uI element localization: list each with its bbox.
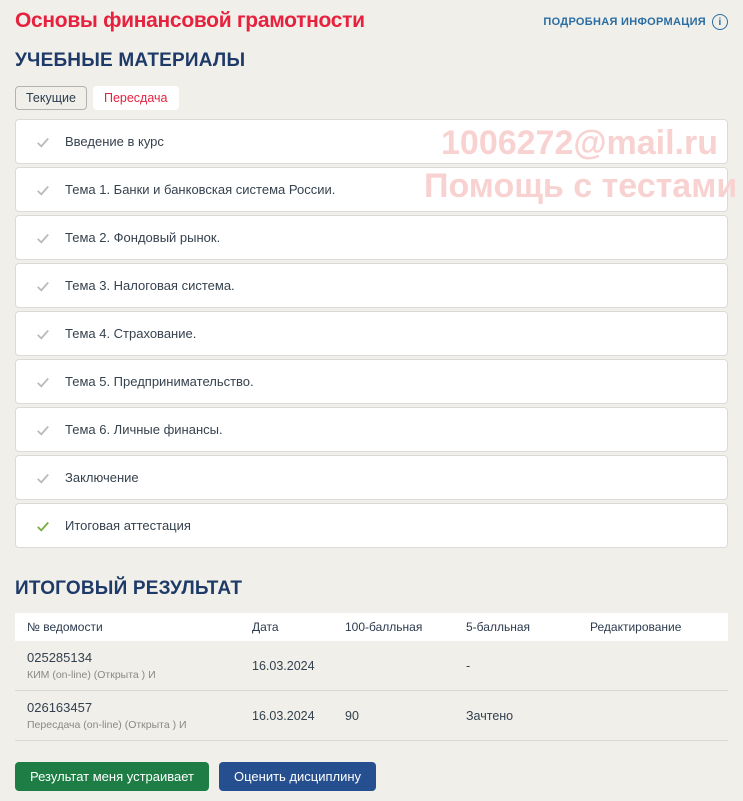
results-heading: ИТОГОВЫЙ РЕЗУЛЬТАТ [15,578,243,599]
materials-heading: УЧЕБНЫЕ МАТЕРИАЛЫ [15,50,246,71]
table-row [15,641,728,691]
topbar [15,0,728,33]
results-table-header [15,613,728,641]
actions [15,762,728,791]
watermark-email: 1006272@mail.ru [441,124,718,162]
info-icon[interactable]: i [712,14,728,30]
check-icon [36,327,50,341]
material-item-topic6[interactable] [15,407,728,452]
statement-number: 025285134 [27,650,93,665]
material-item-final-attestation[interactable] [15,503,728,548]
col-header-date: Дата [252,620,279,634]
result-accept-button[interactable]: Результат меня устраивает [15,762,209,791]
check-icon-green [36,519,50,533]
check-icon [36,471,50,485]
check-icon [36,423,50,437]
col-header-5-scale: 5-балльная [466,620,530,634]
col-header-100-scale: 100-балльная [345,620,423,634]
material-item-label: Тема 1. Банки и банковская система России. [65,182,336,197]
material-item-intro[interactable] [15,119,728,164]
material-item-topic4[interactable] [15,311,728,356]
material-item-topic2[interactable] [15,215,728,260]
material-item-topic5[interactable] [15,359,728,404]
check-icon [36,183,50,197]
date-cell: 16.03.2024 [252,708,315,723]
detailed-info-label: ПОДРОБНАЯ ИНФОРМАЦИЯ [543,16,706,28]
statement-type: КИМ (on-line) (Открыта ) И [27,669,156,681]
material-item-label: Тема 5. Предпринимательство. [65,374,254,389]
page-title: Основы финансовой грамотности [15,9,365,32]
tab-current[interactable]: Текущие [15,86,87,110]
date-cell: 16.03.2024 [252,658,315,673]
detailed-info-link[interactable] [543,14,728,30]
tab-retake[interactable]: Пересдача [93,86,179,110]
watermark-text: Помощь с тестами [424,167,738,205]
check-icon [36,231,50,245]
material-item-topic3[interactable] [15,263,728,308]
statement-type: Пересдача (on-line) (Открыта ) И [27,719,187,731]
material-item-topic1[interactable] [15,167,728,212]
statement-cell [27,650,252,681]
rate-discipline-button[interactable]: Оценить дисциплину [219,762,376,791]
material-item-label: Тема 2. Фондовый рынок. [65,230,221,245]
score5-cell: Зачтено [466,708,514,723]
score5-cell: - [466,658,471,673]
check-icon [36,375,50,389]
statement-cell [27,700,252,731]
material-item-label: Тема 6. Личные финансы. [65,422,223,437]
material-item-label: Введение в курс [65,134,164,149]
material-item-label: Тема 4. Страхование. [65,326,197,341]
results-table [15,613,728,741]
check-icon [36,279,50,293]
check-icon [36,135,50,149]
col-header-editing: Редактирование [590,620,682,634]
col-header-statement-number: № ведомости [27,620,103,634]
score100-cell: 90 [345,708,359,723]
table-row [15,691,728,741]
material-item-label: Тема 3. Налоговая система. [65,278,235,293]
material-item-label: Заключение [65,470,139,485]
material-item-label: Итоговая аттестация [65,518,191,533]
statement-number: 026163457 [27,700,93,715]
materials-tabs [15,86,728,110]
materials-list [15,119,728,548]
material-item-conclusion[interactable] [15,455,728,500]
